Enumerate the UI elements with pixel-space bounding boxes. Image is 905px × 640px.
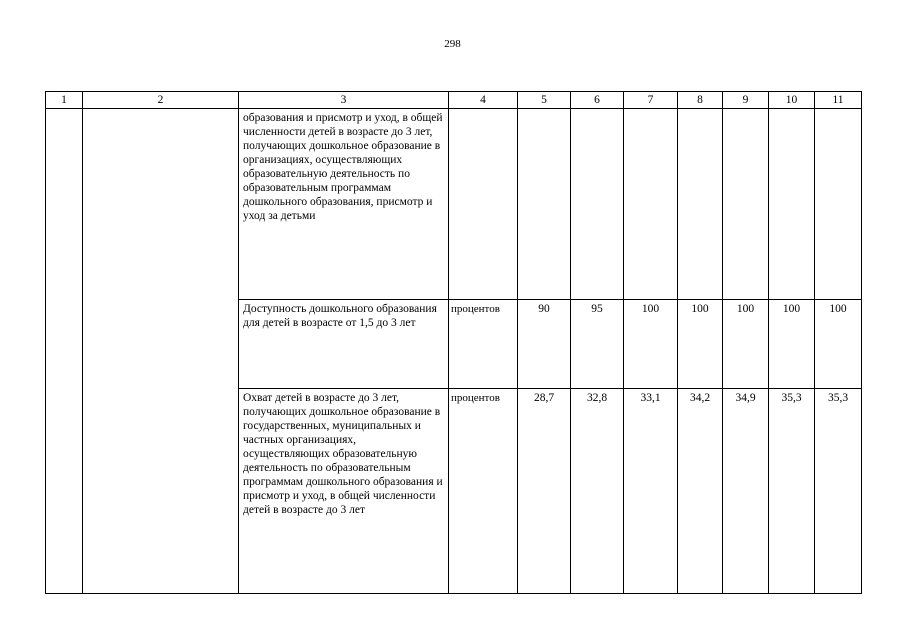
indicators-table <box>45 91 862 594</box>
value-cell: 95 <box>571 300 624 389</box>
value-cell: 100 <box>723 300 769 389</box>
value-cell: 34,2 <box>678 389 723 594</box>
column-2-cell <box>83 109 239 594</box>
header-cell: 8 <box>678 92 723 109</box>
header-cell: 11 <box>815 92 862 109</box>
page-number: 298 <box>444 38 461 50</box>
value-cell: 33,1 <box>624 389 678 594</box>
indicator-cell: образования и присмотр и уход, в общей численности детей в возрасте до 3 лет, получающих дошкольное образование в организациях, осуществляющих образовательную деятельность по образовательным программам дошкольного образования, присмотр и уход за детьми <box>239 109 449 300</box>
header-cell: 4 <box>449 92 518 109</box>
header-row <box>46 92 862 109</box>
value-cell: 28,7 <box>518 389 571 594</box>
table-row <box>46 109 862 300</box>
header-cell: 9 <box>723 92 769 109</box>
header-cell: 6 <box>571 92 624 109</box>
value-cell: 100 <box>678 300 723 389</box>
value-cell <box>678 109 723 300</box>
unit-cell: процентов <box>449 300 518 389</box>
unit-cell <box>449 109 518 300</box>
header-cell: 3 <box>239 92 449 109</box>
header-cell: 1 <box>46 92 83 109</box>
value-cell: 35,3 <box>815 389 862 594</box>
unit-cell: процентов <box>449 389 518 594</box>
header-cell: 7 <box>624 92 678 109</box>
value-cell <box>769 109 815 300</box>
value-cell: 32,8 <box>571 389 624 594</box>
header-cell: 5 <box>518 92 571 109</box>
value-cell: 34,9 <box>723 389 769 594</box>
header-cell: 10 <box>769 92 815 109</box>
value-cell: 100 <box>769 300 815 389</box>
value-cell <box>723 109 769 300</box>
indicator-cell: Охват детей в возрасте до 3 лет, получающих дошкольное образование в государственных, муниципальных и частных организациях, осуществляющих образовательную деятельность по образовательным программам дошкольного образования и присмотр и уход, в общей численности детей в возрасте до 3 лет <box>239 389 449 594</box>
value-cell <box>815 109 862 300</box>
value-cell <box>518 109 571 300</box>
indicator-cell: Доступность дошкольного образования для детей в возрасте от 1,5 до 3 лет <box>239 300 449 389</box>
value-cell <box>571 109 624 300</box>
value-cell: 35,3 <box>769 389 815 594</box>
column-1-cell <box>46 109 83 594</box>
value-cell <box>624 109 678 300</box>
header-cell: 2 <box>83 92 239 109</box>
value-cell: 90 <box>518 300 571 389</box>
value-cell: 100 <box>815 300 862 389</box>
value-cell: 100 <box>624 300 678 389</box>
